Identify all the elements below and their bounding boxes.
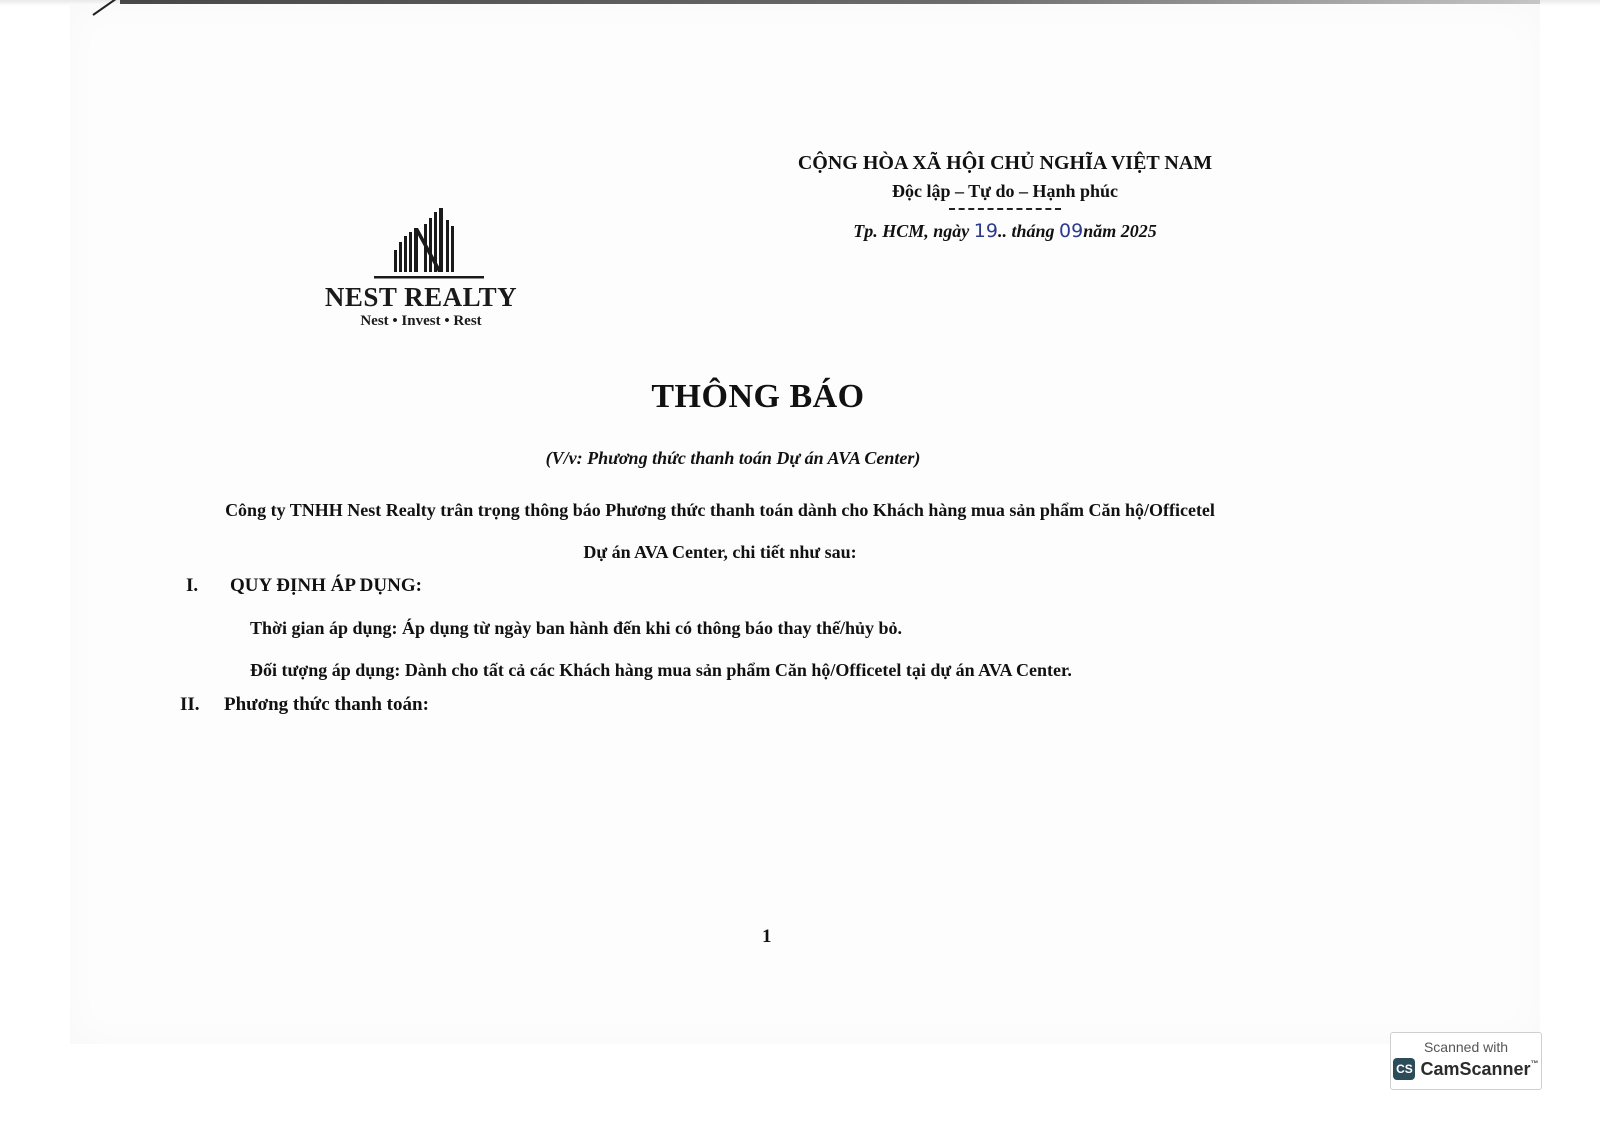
logo-tagline: Nest • Invest • Rest bbox=[360, 313, 482, 329]
intro-line-2-prefix: Dự án bbox=[583, 542, 635, 562]
header-divider bbox=[949, 208, 1061, 210]
item-label: Thời gian áp dụng: bbox=[250, 618, 398, 638]
camscanner-brand-name: CamScanner bbox=[1420, 1058, 1531, 1079]
intro-line-2 bbox=[210, 531, 1230, 573]
section-1-title: QUY ĐỊNH ÁP DỤNG: bbox=[230, 575, 422, 596]
year-text: năm 2025 bbox=[1083, 221, 1157, 241]
section-2-heading bbox=[180, 694, 429, 716]
national-motto: Độc lập – Tự do – Hạnh phúc bbox=[891, 181, 1119, 201]
document-subject: (V/v: Phương thức thanh toán Dự án AVA Center) bbox=[545, 448, 921, 468]
national-header bbox=[790, 152, 1220, 242]
month-prefix: .. tháng bbox=[997, 221, 1055, 241]
scan-top-shadow bbox=[120, 0, 1540, 4]
handwritten-day: 19 bbox=[973, 220, 998, 242]
document-title: THÔNG BÁO bbox=[651, 378, 865, 415]
scanned-with-label: Scanned with bbox=[1423, 1039, 1509, 1055]
section-2-number: II. bbox=[180, 694, 200, 715]
page-number: 1 bbox=[762, 926, 772, 947]
intro-paragraph bbox=[210, 489, 1230, 573]
intro-project-name: AVA Center bbox=[634, 542, 724, 562]
camscanner-brand-row bbox=[1391, 1058, 1541, 1080]
camscanner-logo-icon: CS bbox=[1393, 1058, 1415, 1080]
handwritten-month: 09 bbox=[1059, 220, 1084, 242]
company-logo bbox=[318, 206, 538, 330]
trademark-mark: ™ bbox=[1530, 1058, 1539, 1068]
section-1-item-1 bbox=[250, 618, 902, 639]
intro-line-1: Công ty TNHH Nest Realty trân trọng thông báo Phương thức thanh toán dành cho Khách hàng mua sản phẩm Căn hộ/Officetel bbox=[225, 500, 1215, 520]
camscanner-badge bbox=[1390, 1032, 1542, 1090]
section-1-heading bbox=[186, 575, 422, 597]
item-text: Áp dụng từ ngày ban hành đến khi có thông báo thay thế/hủy bỏ. bbox=[397, 618, 903, 638]
item-label: Đối tượng áp dụng: bbox=[250, 660, 401, 680]
date-prefix: Tp. HCM, ngày bbox=[853, 221, 970, 241]
intro-line-2-suffix: , chi tiết như sau: bbox=[723, 542, 857, 562]
building-logo-icon bbox=[358, 206, 498, 280]
section-1-number: I. bbox=[186, 575, 199, 596]
country-name: CỘNG HÒA XÃ HỘI CHỦ NGHĨA VIỆT NAM bbox=[797, 152, 1213, 174]
section-1-item-2 bbox=[250, 660, 1072, 681]
item-text: Dành cho tất cả các Khách hàng mua sản phẩm Căn hộ/Officetel tại dự án AVA Center. bbox=[400, 660, 1072, 680]
logo-company-name: NEST REALTY bbox=[324, 282, 518, 312]
section-2-title: Phương thức thanh toán: bbox=[224, 694, 429, 715]
camscanner-brand bbox=[1420, 1059, 1538, 1080]
issue-date bbox=[790, 220, 1220, 242]
